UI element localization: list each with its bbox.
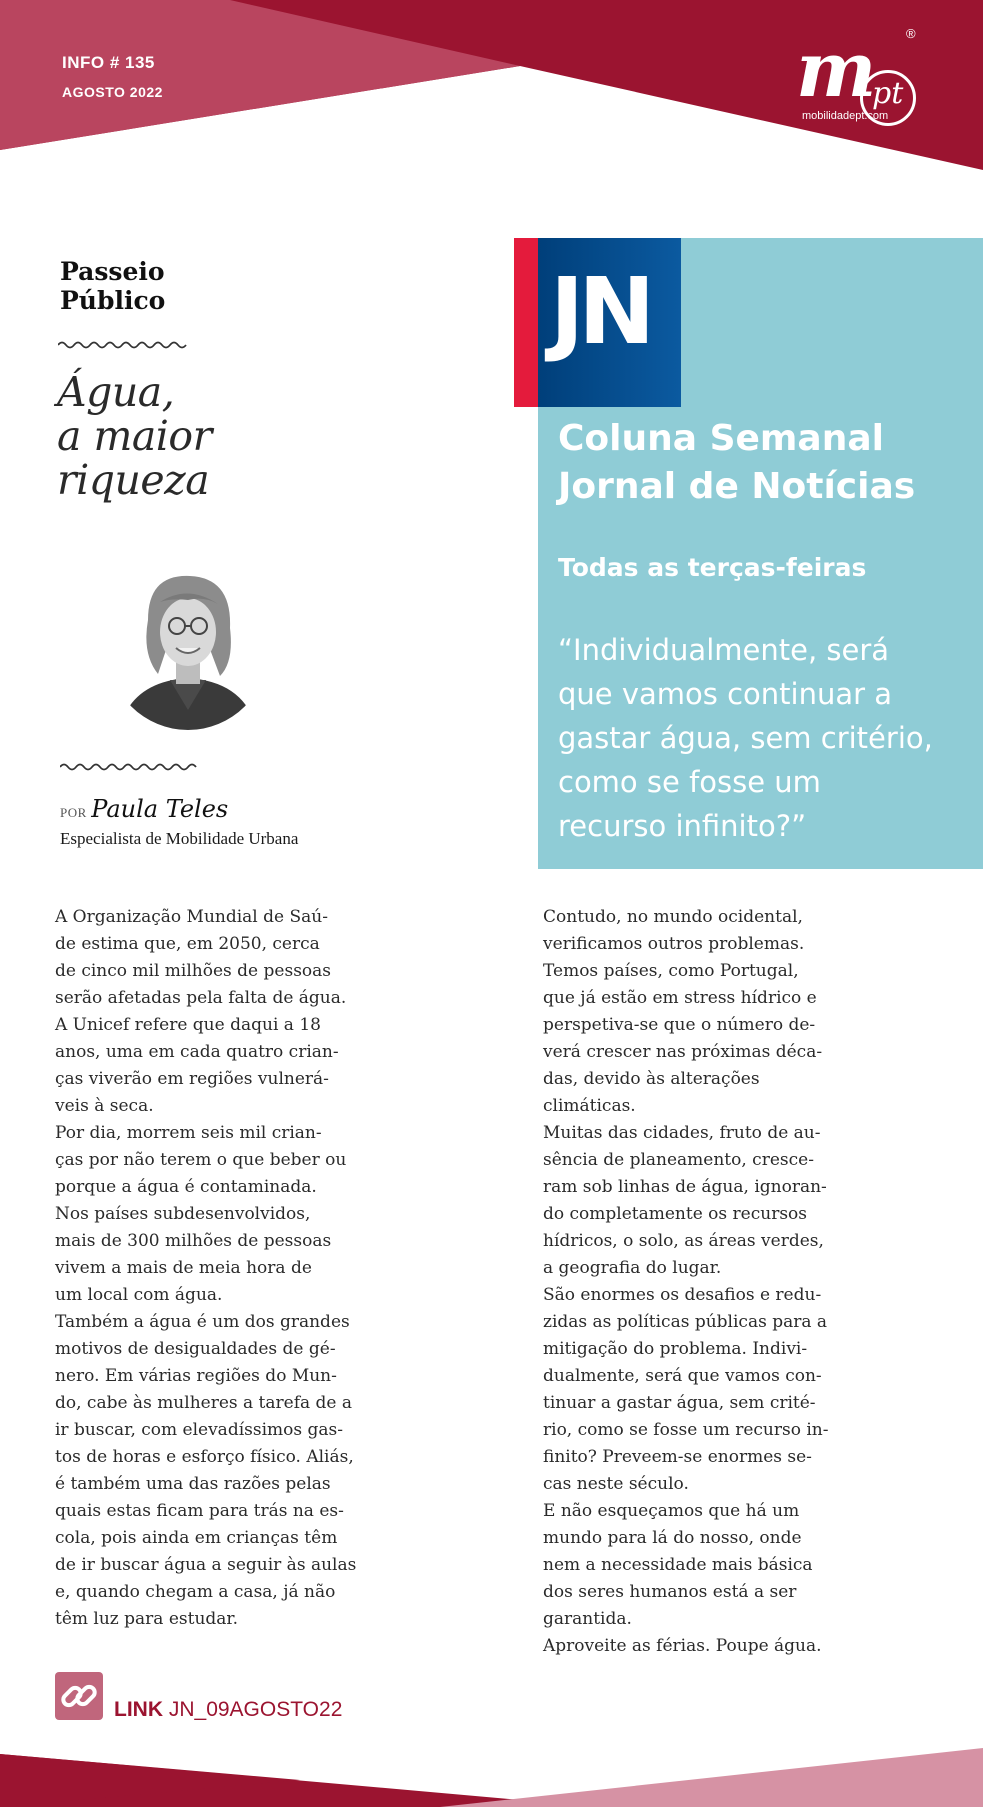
article-line: têm luz para estudar.	[55, 1609, 239, 1629]
article-line: zidas as políticas públicas para a	[543, 1312, 828, 1332]
article-line: Também a água é um dos grandes	[55, 1312, 350, 1332]
article-line: que já estão em stress hídrico e	[543, 988, 817, 1008]
quote-line: “Individualmente, será	[558, 633, 890, 667]
article-line: nero. Em várias regiões do Mun-	[55, 1366, 337, 1386]
registered-mark: ®	[906, 26, 916, 41]
article-line: climáticas.	[543, 1096, 636, 1116]
article-line: ças por não terem o que beber ou	[55, 1150, 347, 1170]
section-title-line: Público	[60, 286, 166, 315]
article-line: veis à seca.	[55, 1096, 154, 1116]
article-line: perspetiva-se que o número de-	[543, 1015, 816, 1035]
article-line: ir buscar, com elevadíssimos gas-	[55, 1420, 343, 1440]
section-title	[60, 257, 165, 315]
jn-logo-text: JN	[550, 258, 650, 365]
article-line: verá crescer nas próximas déca-	[543, 1042, 823, 1062]
article-line: mundo para lá do nosso, onde	[543, 1528, 802, 1548]
article-line: hídricos, o solo, as áreas verdes,	[543, 1231, 824, 1251]
logo-website: mobilidadept.com	[802, 110, 889, 122]
article-line: sência de planeamento, cresce-	[543, 1150, 814, 1170]
article-line: rio, como se fosse um recurso in-	[543, 1420, 829, 1440]
footer-banner	[0, 1740, 983, 1807]
article-line: ças viverão em regiões vulnerá-	[55, 1069, 329, 1089]
article-line: de estima que, em 2050, cerca	[55, 934, 320, 954]
article-paragraph	[543, 904, 883, 1120]
article-paragraph	[543, 1633, 883, 1660]
author-photo	[108, 570, 268, 735]
wave-divider-bottom	[60, 760, 200, 774]
article-line: mais de 300 milhões de pessoas	[55, 1231, 332, 1251]
article-line: dos seres humanos está a ser	[543, 1582, 797, 1602]
article-paragraph	[543, 1120, 883, 1282]
link-value: JN_09AGOSTO22	[168, 1698, 343, 1721]
article-line: motivos de desigualdades de gé-	[55, 1339, 336, 1359]
article-line: quais estas ficam para trás na es-	[55, 1501, 344, 1521]
article-line: verificamos outros problemas.	[543, 934, 805, 954]
wave-divider-top	[58, 338, 188, 352]
article-line: tos de horas e esforço físico. Aliás,	[55, 1447, 354, 1467]
article-line: Nos países subdesenvolvidos,	[55, 1204, 311, 1224]
jn-heading-line: Coluna Semanal	[558, 418, 884, 459]
article-line: das, devido às alterações	[543, 1069, 760, 1089]
link-button[interactable]	[55, 1672, 103, 1720]
jn-pull-quote	[558, 628, 978, 848]
article-line: cas neste século.	[543, 1474, 689, 1494]
article-line: mitigação do problema. Indivi-	[543, 1339, 808, 1359]
article-line: A Unicef refere que daqui a 18	[55, 1015, 321, 1035]
article-line: de ir buscar água a seguir às aulas	[55, 1555, 357, 1575]
article-line: e, quando chegam a casa, já não	[55, 1582, 336, 1602]
jn-logo[interactable]	[538, 238, 681, 407]
article-line: finito? Preveem-se enormes se-	[543, 1447, 812, 1467]
logo-mark: m	[796, 25, 877, 114]
issue-date: AGOSTO 2022	[62, 84, 163, 100]
article-column-left	[55, 904, 395, 1633]
article-title-line: Água,	[57, 368, 175, 416]
article-line: Por dia, morrem seis mil crian-	[55, 1123, 322, 1143]
article-line: anos, uma em cada quatro crian-	[55, 1042, 339, 1062]
jn-logo-stripe	[514, 238, 540, 407]
article-line: é também uma das razões pelas	[55, 1474, 331, 1494]
article-title	[57, 370, 212, 502]
author-role: Especialista de Mobilidade Urbana	[60, 829, 299, 848]
left-column-body	[55, 904, 395, 1633]
article-line: ram sob linhas de água, ignoran-	[543, 1177, 827, 1197]
quote-line: que vamos continuar a	[558, 677, 893, 711]
quote-line: gastar água, sem critério,	[558, 721, 933, 755]
section-title-line: Passeio	[60, 257, 165, 286]
article-title-line: riqueza	[57, 456, 210, 504]
author-name: Paula Teles	[91, 795, 229, 823]
article-paragraph	[543, 1282, 883, 1498]
jn-schedule: Todas as terças-feiras	[558, 553, 867, 582]
article-line: do completamente os recursos	[543, 1204, 807, 1224]
article-line: Contudo, no mundo ocidental,	[543, 907, 803, 927]
article-line: São enormes os desafios e redu-	[543, 1285, 822, 1305]
article-line: a geografia do lugar.	[543, 1258, 722, 1278]
article-line: nem a necessidade mais básica	[543, 1555, 813, 1575]
byline	[60, 795, 228, 823]
article-line: dualmente, será que vamos con-	[543, 1366, 822, 1386]
article-title-line: a maior	[57, 412, 212, 460]
article-line: vivem a mais de meia hora de	[55, 1258, 312, 1278]
article-line: Aproveite as férias. Poupe água.	[543, 1636, 822, 1656]
logo-suffix: pt	[872, 76, 904, 111]
link-label: LINK	[114, 1698, 163, 1721]
article-line: um local com água.	[55, 1285, 223, 1305]
article-line: Muitas das cidades, fruto de au-	[543, 1123, 821, 1143]
article-paragraph	[55, 1309, 395, 1633]
article-column-right	[543, 904, 883, 1660]
article-link[interactable]	[114, 1698, 342, 1722]
jn-heading	[558, 415, 915, 511]
quote-line: recurso infinito?”	[558, 809, 807, 843]
article-line: de cinco mil milhões de pessoas	[55, 961, 332, 981]
article-line: do, cabe às mulheres a tarefa de a	[55, 1393, 353, 1413]
article-line: serão afetadas pela falta de água.	[55, 988, 347, 1008]
article-line: porque a água é contaminada.	[55, 1177, 317, 1197]
article-line: tinuar a gastar água, sem crité-	[543, 1393, 816, 1413]
quote-line: como se fosse um	[558, 765, 821, 799]
article-paragraph	[543, 1498, 883, 1633]
chain-link-icon	[55, 1672, 103, 1720]
article-line: E não esqueçamos que há um	[543, 1501, 800, 1521]
article-line: Temos países, como Portugal,	[543, 961, 799, 981]
article-paragraph	[55, 904, 395, 1120]
article-line: A Organização Mundial de Saú-	[55, 907, 328, 927]
right-column-body	[543, 904, 883, 1660]
jn-heading-line: Jornal de Notícias	[558, 466, 916, 507]
article-line: garantida.	[543, 1609, 632, 1629]
mobilidadept-logo[interactable]	[796, 22, 956, 132]
issue-number: INFO # 135	[62, 53, 155, 72]
article-paragraph	[55, 1120, 395, 1309]
byline-prefix: POR	[60, 805, 87, 820]
article-line: cola, pois ainda em crianças têm	[55, 1528, 338, 1548]
